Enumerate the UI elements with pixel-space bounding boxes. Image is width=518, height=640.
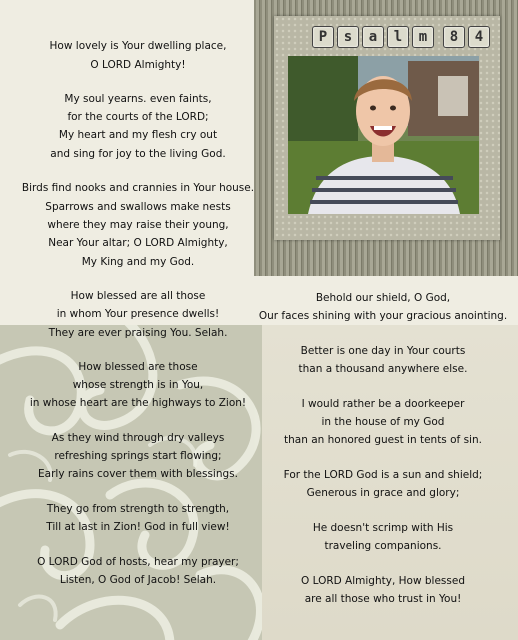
verse-line: For the LORD God is a sun and shield;: [283, 469, 483, 481]
verse-line: refreshing springs start flowing;: [54, 450, 222, 462]
title-tile: s: [337, 26, 359, 48]
verse-line: Early rains cover them with blessings.: [38, 468, 238, 480]
verse-line: How blessed are those: [78, 361, 198, 373]
verse-line: whose strength is in You,: [72, 379, 204, 391]
title-tile: 4: [468, 26, 490, 48]
verse-line: for the courts of the LORD;: [67, 111, 209, 123]
title-tile: 8: [443, 26, 465, 48]
verse-line: O LORD Almighty!: [90, 59, 186, 71]
verse-line: Birds find nooks and crannies in Your house.: [21, 182, 255, 194]
verse-line: Sparrows and swallows make nests: [45, 201, 231, 213]
verse-line: Behold our shield, O God,: [315, 292, 451, 304]
title-tile: l: [387, 26, 409, 48]
verse-line: He doesn't scrimp with His: [312, 522, 454, 534]
verse-line: As they wind through dry valleys: [51, 432, 225, 444]
verse-line: Our faces shining with your gracious anointing.: [258, 310, 508, 322]
title-tile: P: [312, 26, 334, 48]
verse-line: in whose heart are the highways to Zion!: [29, 397, 247, 409]
verse-line: than a thousand anywhere else.: [298, 363, 468, 375]
title-tile: m: [412, 26, 434, 48]
verse-line: O LORD God of hosts, hear my prayer;: [37, 556, 239, 568]
verse-line: My soul yearns. even faints,: [64, 93, 212, 105]
verse-line: They go from strength to strength,: [46, 503, 230, 515]
verse-line: Listen, O God of Jacob! Selah.: [59, 574, 217, 586]
verse-line: Till at last in Zion! God in full view!: [46, 521, 230, 533]
verse-line: I would rather be a doorkeeper: [301, 398, 465, 410]
verse-line: than an honored guest in tents of sin.: [284, 434, 482, 446]
verse-line: Near Your altar; O LORD Almighty,: [48, 237, 228, 249]
verse-line: O LORD Almighty, How blessed: [301, 575, 465, 587]
psalm-title: [312, 26, 490, 48]
boy-photo: [288, 56, 479, 214]
verse-line: Generous in grace and glory;: [306, 487, 460, 499]
verse-line: where they may raise their young,: [47, 219, 229, 231]
title-tile: a: [362, 26, 384, 48]
verse-line: My heart and my flesh cry out: [58, 129, 218, 141]
verse-line: How blessed are all those: [70, 290, 206, 302]
verse-line: Better is one day in Your courts: [300, 345, 466, 357]
verse-line: in whom Your presence dwells!: [56, 308, 220, 320]
verse-line: in the house of my God: [321, 416, 445, 428]
verse-line: and sing for joy to the living God.: [50, 148, 226, 160]
verse-line: traveling companions.: [324, 540, 442, 552]
verse-line: are all those who trust in You!: [304, 593, 462, 605]
verse-line: They are ever praising You. Selah.: [48, 327, 228, 339]
verse-line: How lovely is Your dwelling place,: [49, 40, 227, 52]
verse-line: My King and my God.: [81, 256, 195, 268]
